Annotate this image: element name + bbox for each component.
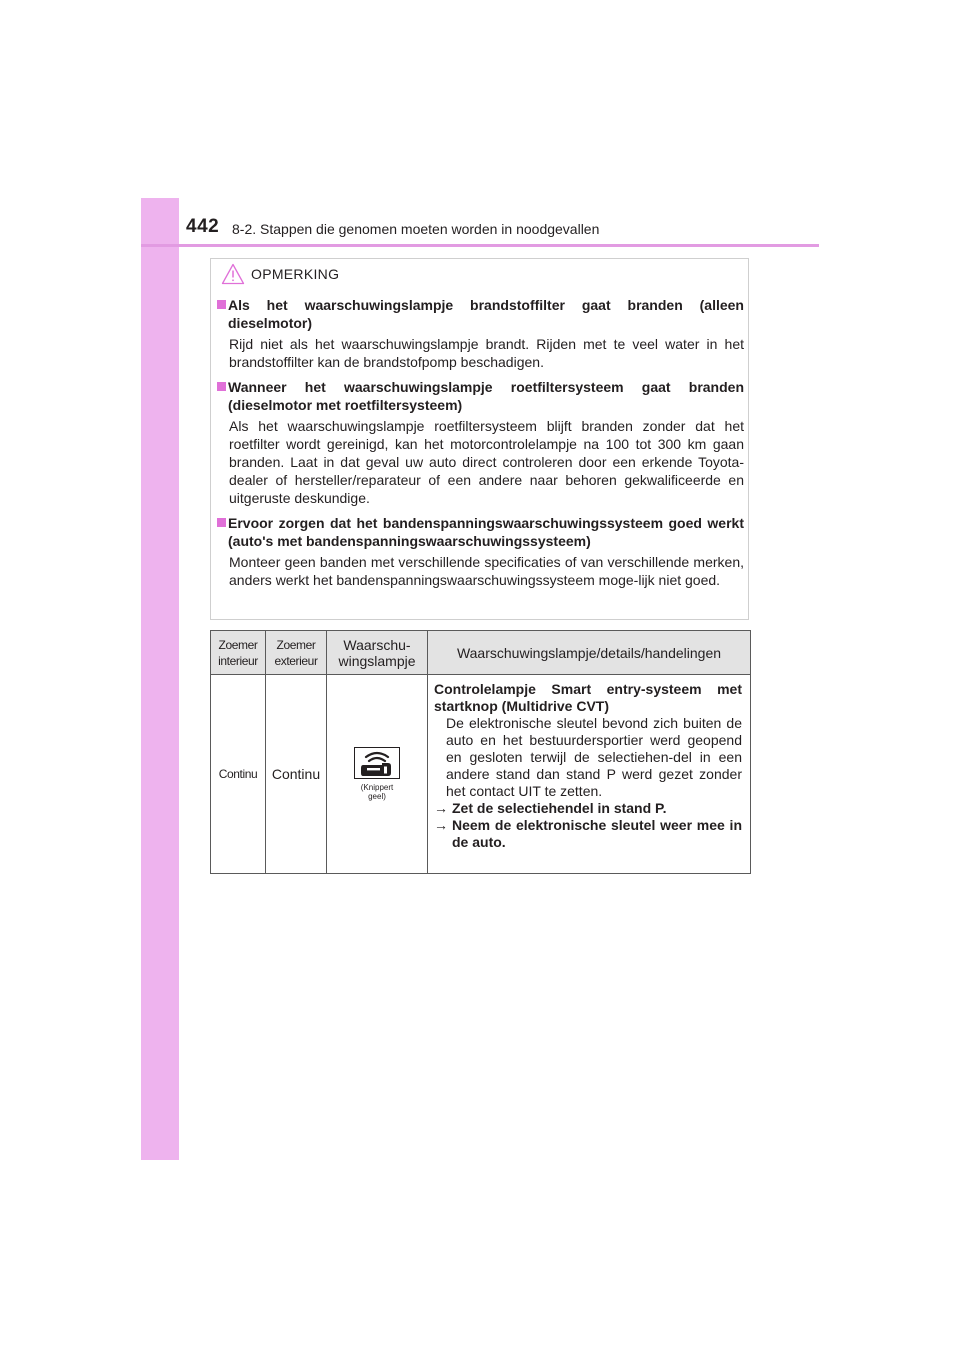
section-title: 8-2. Stappen die genomen moeten worden in noodgevallen [232, 221, 600, 237]
bullet-square-icon [217, 296, 228, 332]
action-text: Zet de selectiehendel in stand P. [452, 800, 667, 816]
arrow-right-icon: → [434, 817, 448, 833]
arrow-right-icon: → [434, 800, 448, 816]
notice-item [217, 296, 744, 371]
page-number: 442 [186, 216, 220, 237]
bullet-square-icon [217, 378, 228, 414]
header-rule [141, 244, 819, 247]
notice-item-title: Als het waarschuwingslampje brandstoffilter gaat branden (alleen dieselmotor) [228, 297, 744, 331]
warning-triangle-icon [221, 263, 245, 285]
detail-title: Controlelampje Smart entry-systeem met startknop (Multidrive CVT) [434, 681, 742, 714]
table-row [211, 675, 751, 874]
action-text: Neem de elektronische sleutel weer mee in de auto. [452, 817, 742, 850]
notice-item-title: Wanneer het waarschuwingslampje roetfiltersysteem gaat branden (dieselmotor met roetfiltersysteem) [228, 379, 744, 413]
chapter-side-band [141, 198, 179, 1160]
notice-item [217, 514, 744, 589]
action-item [434, 800, 742, 817]
header-details: Waarschuwingslampje/details/handelingen [428, 631, 751, 675]
action-item [434, 817, 742, 851]
notice-item-text: Rijd niet als het waarschuwingslampje brandt. Rijden met te veel water in het brandstoffilter kan de brandstofpomp beschadigen. [229, 336, 744, 370]
bullet-square-icon [217, 514, 228, 550]
indicator-table [210, 630, 751, 874]
cell-buzzer-interior: Continu [211, 675, 266, 874]
cell-buzzer-exterior: Continu [266, 675, 327, 874]
cell-warning-lamp [327, 675, 428, 874]
header-buzzer-exterior: Zoemer exterieur [266, 631, 327, 675]
notice-header [221, 263, 339, 285]
table-header-row [211, 631, 751, 675]
detail-text: De elektronische sleutel bevond zich buiten de auto en het bestuurdersportier werd geopend en gesloten terwijl de selectiehen-del in een andere stand dan stand P werd gezet zonder het contact UIT te zetten. [446, 715, 742, 799]
notice-item-text: Monteer geen banden met verschillende specificaties of van verschillende merken, anders werkt het bandenspanningswaarschuwingssysteem moge-lijk niet goed. [229, 554, 744, 588]
notice-item-text: Als het waarschuwingslampje roetfiltersysteem blijft branden zonder dat het roetfilter wordt gereinigd, kan het motorcontrolelampje na 100 tot 300 km gaan branden. Laat in dat geval uw auto direct controleren door een erkende Toyota-dealer of hersteller/reparateur of een andere naar behoren gekwalificeerde en uitgeruste deskundige. [229, 418, 744, 506]
header-warning-lamp: Waarschu- wingslampje [327, 631, 428, 675]
notice-label: OPMERKING [251, 266, 340, 282]
notice-item-title: Ervoor zorgen dat het bandenspanningswaarschuwingssysteem goed werkt (auto's met bandenspanningswaarschuwingssysteem) [228, 515, 744, 549]
notice-box [210, 258, 749, 620]
header-buzzer-interior: Zoemer interieur [211, 631, 266, 675]
notice-item [217, 378, 744, 507]
cell-details [428, 675, 751, 874]
lamp-caption: (Knippert geel) [360, 783, 394, 801]
smart-key-indicator-icon [354, 747, 400, 779]
notice-body [217, 296, 744, 596]
